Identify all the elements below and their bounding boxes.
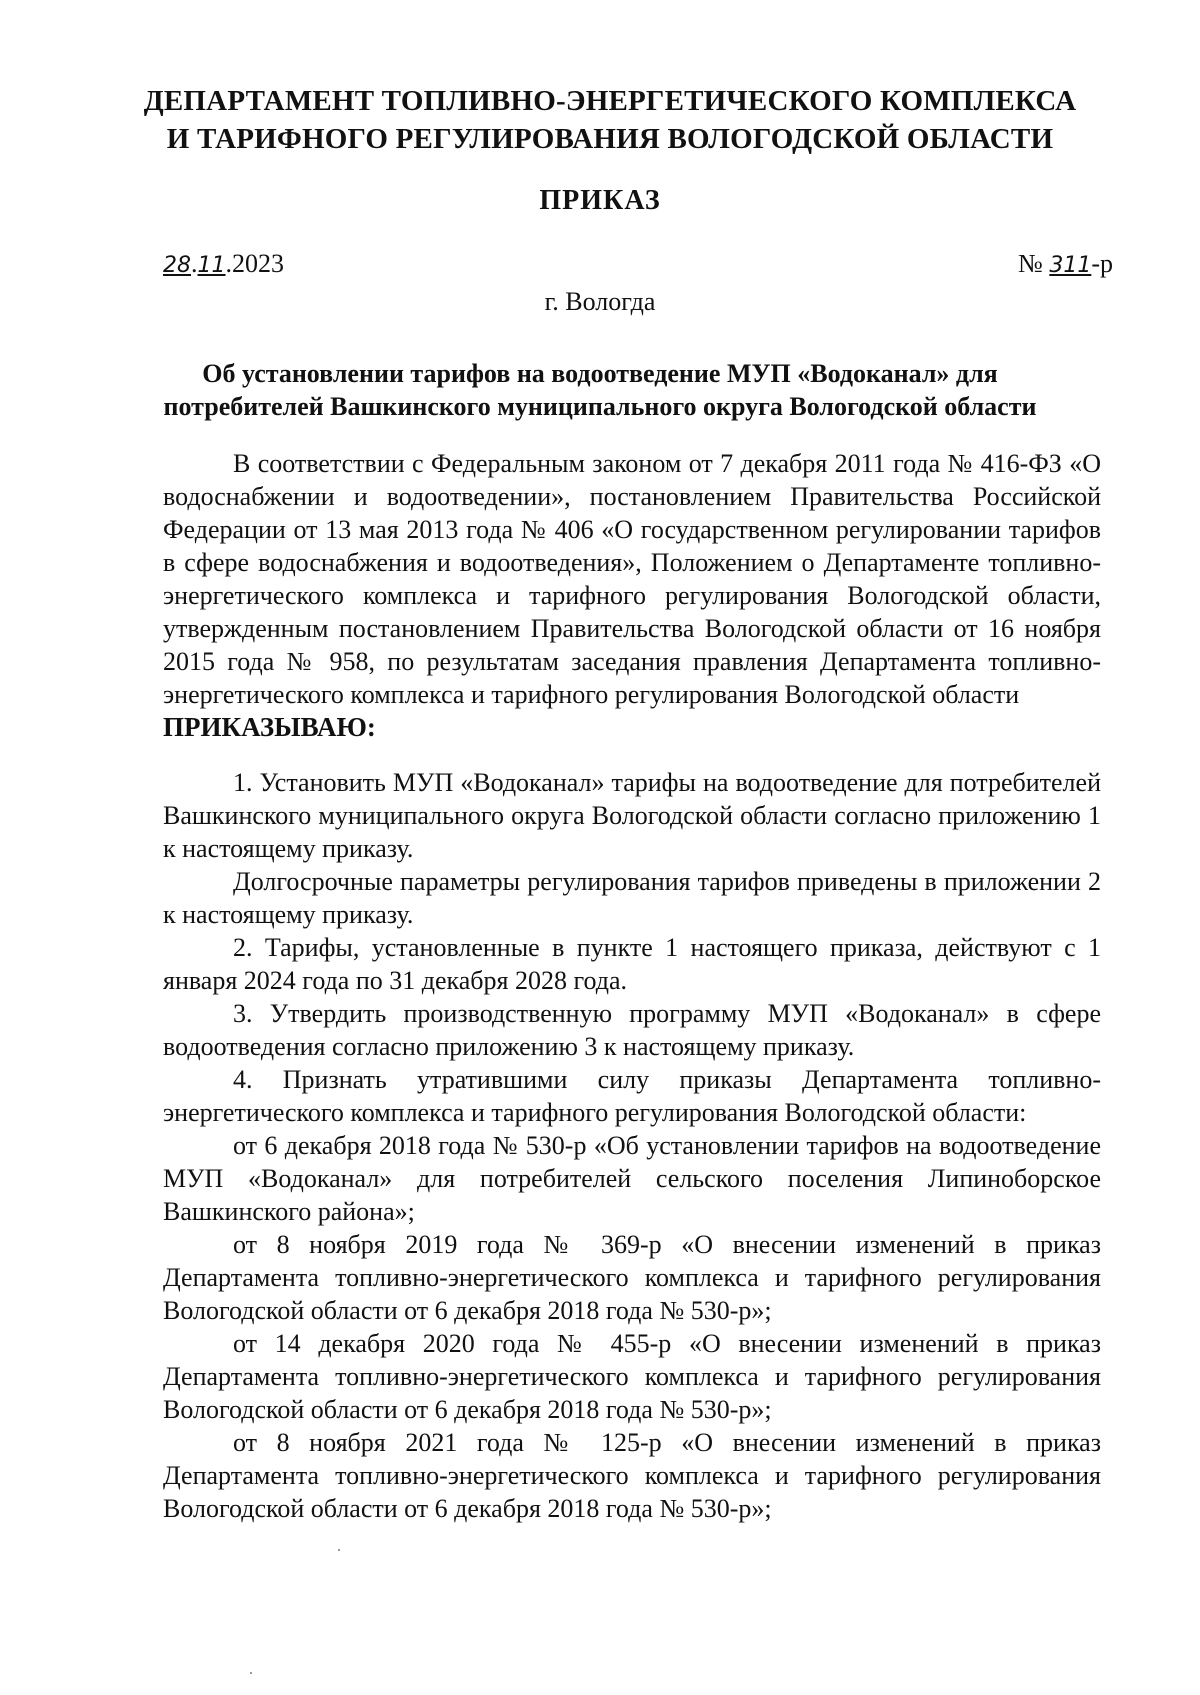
number-suffix: -р bbox=[1091, 249, 1113, 278]
preamble-paragraph: В соответствии с Федеральным законом от 7 декабря 2011 года № 416-ФЗ «О водоснабжении и водоотведении», постановлением Правительства Российской Федерации от 13 мая 2013 года № 406 «О государственном регулировании тарифов в сфере водоснабжения и водоотведения», Положением о Департаменте топливно-энергетического комплекса и тарифного регулирования Вологодской области, утвержденным постановлением Правительства Вологодской области от 16 ноября 2015 года № 958, по результатам заседания правления Департамента топливно-энергетического комплекса и тарифного регулирования Вологодской области bbox=[163, 449, 1101, 709]
item-4d-paragraph: от 8 ноября 2021 года № 125-р «О внесении изменений в приказ Департамента топливно-энергетического комплекса и тарифного регулирования Вологодской области от 6 декабря 2018 года № 530-р»; bbox=[163, 1428, 1101, 1523]
item-1-paragraph: 1. Установить МУП «Водоканал» тарифы на водоотведение для потребителей Вашкинского муниципального округа Вологодской области согласно приложению 1 к настоящему приказу. bbox=[163, 768, 1101, 863]
scan-speck bbox=[250, 1672, 252, 1674]
order-number bbox=[1018, 249, 1113, 279]
date-year: .2023 bbox=[225, 249, 284, 278]
number-handwritten: 311 bbox=[1049, 253, 1092, 278]
city: г. Вологда bbox=[544, 287, 656, 316]
document-type: ПРИКАЗ bbox=[539, 185, 661, 216]
item-4b-paragraph: от 8 ноября 2019 года № 369-р «О внесении изменений в приказ Департамента топливно-энергетического комплекса и тарифного регулирования Вологодской области от 6 декабря 2018 года № 530-р»; bbox=[163, 1230, 1101, 1325]
order-date: 28.11.2023 bbox=[163, 249, 284, 278]
department-line-1: ДЕПАРТАМЕНТ ТОПЛИВНО-ЭНЕРГЕТИЧЕСКОГО КОМПЛЕКСА bbox=[143, 85, 1077, 117]
item-4c-paragraph: от 14 декабря 2020 года № 455-р «О внесении изменений в приказ Департамента топливно-энергетического комплекса и тарифного регулирования Вологодской области от 6 декабря 2018 года № 530-р»; bbox=[163, 1329, 1101, 1424]
scan-speck bbox=[338, 1549, 340, 1551]
item-1b-paragraph: Долгосрочные параметры регулирования тарифов приведены в приложении 2 к настоящему приказу. bbox=[163, 867, 1101, 929]
subject-line-2: потребителей Вашкинского муниципального округа Вологодской области bbox=[163, 392, 1037, 421]
order-subject bbox=[100, 357, 1100, 423]
item-3-paragraph: 3. Утвердить производственную программу МУП «Водоканал» в сфере водоотведения согласно приложению 3 к настоящему приказу. bbox=[163, 999, 1101, 1061]
department-header bbox=[130, 82, 1090, 158]
item-2-paragraph: 2. Тарифы, установленные в пункте 1 настоящего приказа, действуют с 1 января 2024 года по 31 декабря 2028 года. bbox=[163, 933, 1101, 995]
order-body bbox=[163, 447, 1101, 1525]
date-month-handwritten: 11 bbox=[197, 253, 226, 278]
order-word: ПРИКАЗЫВАЮ: bbox=[163, 712, 376, 742]
item-4a-paragraph: от 6 декабря 2018 года № 530-р «Об установлении тарифов на водоотведение МУП «Водоканал» для потребителей сельского поселения Липиноборское Вашкинского района»; bbox=[163, 1131, 1101, 1226]
date-day-handwritten: 28 bbox=[163, 253, 191, 278]
subject-line-1: Об установлении тарифов на водоотведение МУП «Водоканал» для bbox=[202, 359, 998, 388]
item-4-paragraph: 4. Признать утратившими силу приказы Департамента топливно-энергетического комплекса и тарифного регулирования Вологодской области: bbox=[163, 1065, 1101, 1127]
number-prefix: № bbox=[1018, 249, 1050, 278]
department-line-2: И ТАРИФНОГО РЕГУЛИРОВАНИЯ ВОЛОГОДСКОЙ ОБЛАСТИ bbox=[166, 123, 1054, 155]
